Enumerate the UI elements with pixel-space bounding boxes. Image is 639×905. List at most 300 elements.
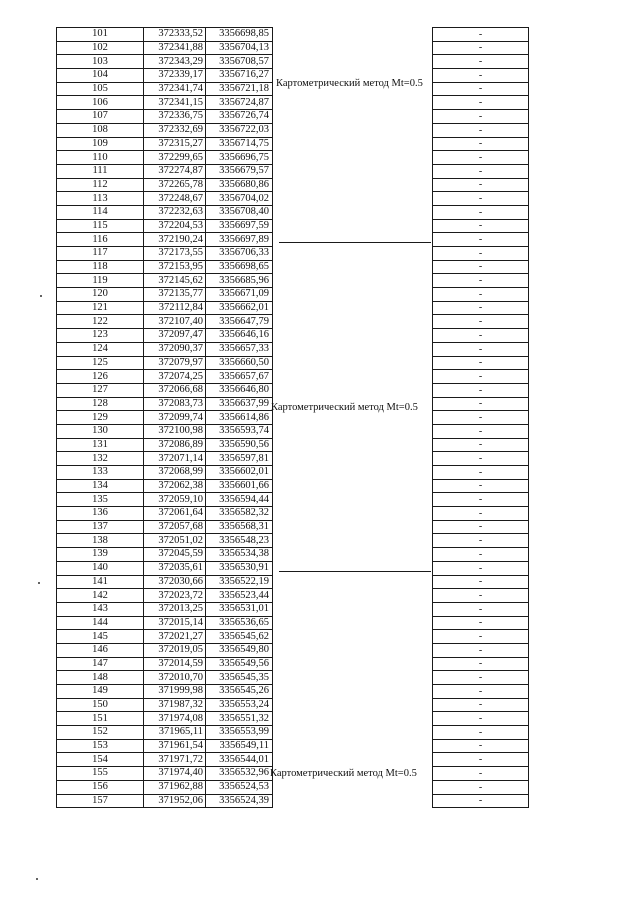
accuracy-dash-cell: - bbox=[433, 315, 529, 329]
table-row bbox=[433, 671, 529, 685]
x-coordinate-cell: 372100,98 bbox=[144, 424, 206, 438]
accuracy-dash-cell: - bbox=[433, 602, 529, 616]
table-row bbox=[57, 671, 273, 685]
x-coordinate-cell: 372059,10 bbox=[144, 493, 206, 507]
table-row bbox=[57, 411, 273, 425]
table-row bbox=[433, 794, 529, 808]
table-row bbox=[433, 424, 529, 438]
table-row bbox=[57, 438, 273, 452]
table-row bbox=[433, 137, 529, 151]
table-row bbox=[57, 356, 273, 370]
table-row bbox=[57, 329, 273, 343]
table-row bbox=[57, 28, 273, 42]
accuracy-dash-cell: - bbox=[433, 260, 529, 274]
y-coordinate-cell: 3356657,67 bbox=[206, 370, 273, 384]
table-row bbox=[433, 260, 529, 274]
y-coordinate-cell: 3356647,79 bbox=[206, 315, 273, 329]
accuracy-dash-cell: - bbox=[433, 493, 529, 507]
point-number-cell: 110 bbox=[57, 151, 144, 165]
point-number-cell: 145 bbox=[57, 630, 144, 644]
accuracy-dash-cell: - bbox=[433, 370, 529, 384]
table-row bbox=[57, 602, 273, 616]
x-coordinate-cell: 371962,88 bbox=[144, 780, 206, 794]
x-coordinate-cell: 372336,75 bbox=[144, 110, 206, 124]
x-coordinate-cell: 371952,06 bbox=[144, 794, 206, 808]
accuracy-dash-cell: - bbox=[433, 247, 529, 261]
accuracy-dash-cell: - bbox=[433, 479, 529, 493]
section-divider-1 bbox=[279, 242, 431, 243]
table-row bbox=[433, 219, 529, 233]
table-row bbox=[433, 466, 529, 480]
accuracy-dash-cell: - bbox=[433, 219, 529, 233]
point-number-cell: 143 bbox=[57, 602, 144, 616]
accuracy-dash-cell: - bbox=[433, 780, 529, 794]
y-coordinate-cell: 3356594,44 bbox=[206, 493, 273, 507]
scan-speck bbox=[36, 878, 38, 880]
point-number-cell: 109 bbox=[57, 137, 144, 151]
table-row bbox=[433, 575, 529, 589]
table-row bbox=[57, 780, 273, 794]
x-coordinate-cell: 372341,15 bbox=[144, 96, 206, 110]
accuracy-dash-cell: - bbox=[433, 630, 529, 644]
table-row bbox=[433, 69, 529, 83]
table-row bbox=[57, 507, 273, 521]
y-coordinate-cell: 3356548,23 bbox=[206, 534, 273, 548]
x-coordinate-cell: 372274,87 bbox=[144, 164, 206, 178]
accuracy-dash-cell: - bbox=[433, 28, 529, 42]
point-number-cell: 148 bbox=[57, 671, 144, 685]
table-row bbox=[57, 137, 273, 151]
y-coordinate-cell: 3356708,57 bbox=[206, 55, 273, 69]
table-row bbox=[433, 657, 529, 671]
point-number-cell: 156 bbox=[57, 780, 144, 794]
table-row bbox=[57, 520, 273, 534]
accuracy-dash-cell: - bbox=[433, 452, 529, 466]
table-row bbox=[57, 247, 273, 261]
table-row bbox=[433, 602, 529, 616]
point-number-cell: 121 bbox=[57, 301, 144, 315]
table-row bbox=[433, 438, 529, 452]
accuracy-dash-cell: - bbox=[433, 192, 529, 206]
x-coordinate-cell: 372173,55 bbox=[144, 247, 206, 261]
y-coordinate-cell: 3356582,32 bbox=[206, 507, 273, 521]
x-coordinate-cell: 372023,72 bbox=[144, 589, 206, 603]
point-number-cell: 111 bbox=[57, 164, 144, 178]
accuracy-dash-cell: - bbox=[433, 342, 529, 356]
table-row bbox=[57, 315, 273, 329]
point-number-cell: 135 bbox=[57, 493, 144, 507]
table-row bbox=[57, 397, 273, 411]
y-coordinate-cell: 3356568,31 bbox=[206, 520, 273, 534]
section-divider-2 bbox=[279, 571, 431, 572]
table-row bbox=[57, 534, 273, 548]
y-coordinate-cell: 3356662,01 bbox=[206, 301, 273, 315]
table-row bbox=[57, 657, 273, 671]
table-row bbox=[57, 643, 273, 657]
x-coordinate-cell: 372066,68 bbox=[144, 383, 206, 397]
x-coordinate-cell: 371965,11 bbox=[144, 726, 206, 740]
table-row bbox=[57, 41, 273, 55]
table-row bbox=[57, 110, 273, 124]
table-row bbox=[433, 370, 529, 384]
x-coordinate-cell: 372339,17 bbox=[144, 69, 206, 83]
y-coordinate-cell: 3356549,80 bbox=[206, 643, 273, 657]
accuracy-dash-cell: - bbox=[433, 424, 529, 438]
table-row bbox=[433, 397, 529, 411]
point-number-cell: 138 bbox=[57, 534, 144, 548]
table-row bbox=[57, 69, 273, 83]
point-number-cell: 103 bbox=[57, 55, 144, 69]
point-number-cell: 123 bbox=[57, 329, 144, 343]
method-label-2: Картометрический метод Mt=0.5 bbox=[271, 402, 418, 413]
accuracy-dash-cell: - bbox=[433, 41, 529, 55]
y-coordinate-cell: 3356660,50 bbox=[206, 356, 273, 370]
table-row bbox=[57, 260, 273, 274]
point-number-cell: 107 bbox=[57, 110, 144, 124]
y-coordinate-cell: 3356637,99 bbox=[206, 397, 273, 411]
table-row bbox=[433, 164, 529, 178]
y-coordinate-cell: 3356593,74 bbox=[206, 424, 273, 438]
y-coordinate-cell: 3356597,81 bbox=[206, 452, 273, 466]
point-number-cell: 153 bbox=[57, 739, 144, 753]
y-coordinate-cell: 3356716,27 bbox=[206, 69, 273, 83]
x-coordinate-cell: 371974,08 bbox=[144, 712, 206, 726]
x-coordinate-cell: 372333,52 bbox=[144, 28, 206, 42]
coordinates-table bbox=[56, 27, 273, 808]
point-number-cell: 137 bbox=[57, 520, 144, 534]
table-row bbox=[433, 520, 529, 534]
accuracy-dash-cell: - bbox=[433, 589, 529, 603]
accuracy-dash-cell: - bbox=[433, 767, 529, 781]
y-coordinate-cell: 3356553,99 bbox=[206, 726, 273, 740]
point-number-cell: 132 bbox=[57, 452, 144, 466]
x-coordinate-cell: 372013,25 bbox=[144, 602, 206, 616]
y-coordinate-cell: 3356523,44 bbox=[206, 589, 273, 603]
table-row bbox=[57, 739, 273, 753]
table-row bbox=[433, 301, 529, 315]
table-row bbox=[57, 55, 273, 69]
x-coordinate-cell: 372315,27 bbox=[144, 137, 206, 151]
accuracy-dash-cell: - bbox=[433, 55, 529, 69]
point-number-cell: 114 bbox=[57, 205, 144, 219]
method-label-1: Картометрический метод Mt=0.5 bbox=[276, 78, 423, 89]
table-row bbox=[57, 698, 273, 712]
y-coordinate-cell: 3356698,85 bbox=[206, 28, 273, 42]
point-number-cell: 104 bbox=[57, 69, 144, 83]
accuracy-dash-cell: - bbox=[433, 123, 529, 137]
table-row bbox=[433, 780, 529, 794]
y-coordinate-cell: 3356553,24 bbox=[206, 698, 273, 712]
table-row bbox=[433, 411, 529, 425]
point-number-cell: 105 bbox=[57, 82, 144, 96]
x-coordinate-cell: 372019,05 bbox=[144, 643, 206, 657]
point-number-cell: 125 bbox=[57, 356, 144, 370]
table-row bbox=[433, 726, 529, 740]
y-coordinate-cell: 3356614,86 bbox=[206, 411, 273, 425]
y-coordinate-cell: 3356671,09 bbox=[206, 288, 273, 302]
y-coordinate-cell: 3356679,57 bbox=[206, 164, 273, 178]
x-coordinate-cell: 372248,67 bbox=[144, 192, 206, 206]
table-row bbox=[433, 151, 529, 165]
table-row bbox=[433, 534, 529, 548]
table-row bbox=[57, 301, 273, 315]
y-coordinate-cell: 3356722,03 bbox=[206, 123, 273, 137]
accuracy-dash-cell: - bbox=[433, 712, 529, 726]
y-coordinate-cell: 3356522,19 bbox=[206, 575, 273, 589]
y-coordinate-cell: 3356549,11 bbox=[206, 739, 273, 753]
table-row bbox=[433, 28, 529, 42]
table-row bbox=[57, 82, 273, 96]
y-coordinate-cell: 3356534,38 bbox=[206, 548, 273, 562]
x-coordinate-cell: 372061,64 bbox=[144, 507, 206, 521]
accuracy-dash-cell: - bbox=[433, 548, 529, 562]
accuracy-dash-cell: - bbox=[433, 466, 529, 480]
table-row bbox=[433, 767, 529, 781]
point-number-cell: 128 bbox=[57, 397, 144, 411]
x-coordinate-cell: 372204,53 bbox=[144, 219, 206, 233]
x-coordinate-cell: 372079,97 bbox=[144, 356, 206, 370]
table-row bbox=[433, 356, 529, 370]
x-coordinate-cell: 372145,62 bbox=[144, 274, 206, 288]
table-row bbox=[433, 479, 529, 493]
point-number-cell: 122 bbox=[57, 315, 144, 329]
table-row bbox=[433, 616, 529, 630]
accuracy-dash-cell: - bbox=[433, 753, 529, 767]
accuracy-dash-cell: - bbox=[433, 575, 529, 589]
table-row bbox=[57, 342, 273, 356]
table-row bbox=[433, 383, 529, 397]
table-row bbox=[57, 466, 273, 480]
table-row bbox=[433, 630, 529, 644]
accuracy-dash-cell: - bbox=[433, 151, 529, 165]
accuracy-dash-cell: - bbox=[433, 616, 529, 630]
table-row bbox=[57, 96, 273, 110]
table-row bbox=[433, 192, 529, 206]
point-number-cell: 106 bbox=[57, 96, 144, 110]
point-number-cell: 144 bbox=[57, 616, 144, 630]
x-coordinate-cell: 372090,37 bbox=[144, 342, 206, 356]
x-coordinate-cell: 372232,63 bbox=[144, 205, 206, 219]
table-row bbox=[57, 123, 273, 137]
y-coordinate-cell: 3356704,13 bbox=[206, 41, 273, 55]
table-row bbox=[57, 630, 273, 644]
accuracy-dash-cell: - bbox=[433, 561, 529, 575]
accuracy-dash-cell: - bbox=[433, 82, 529, 96]
point-number-cell: 126 bbox=[57, 370, 144, 384]
table-row bbox=[57, 164, 273, 178]
accuracy-dash-cell: - bbox=[433, 137, 529, 151]
x-coordinate-cell: 371974,40 bbox=[144, 767, 206, 781]
accuracy-dash-cell: - bbox=[433, 110, 529, 124]
accuracy-dash-cell: - bbox=[433, 794, 529, 808]
table-row bbox=[433, 178, 529, 192]
accuracy-dash-cell: - bbox=[433, 438, 529, 452]
accuracy-dash-cell: - bbox=[433, 329, 529, 343]
point-number-cell: 141 bbox=[57, 575, 144, 589]
x-coordinate-cell: 372030,66 bbox=[144, 575, 206, 589]
x-coordinate-cell: 372153,95 bbox=[144, 260, 206, 274]
y-coordinate-cell: 3356698,65 bbox=[206, 260, 273, 274]
table-row bbox=[57, 233, 273, 247]
point-number-cell: 101 bbox=[57, 28, 144, 42]
accuracy-dash-cell: - bbox=[433, 698, 529, 712]
table-row bbox=[433, 315, 529, 329]
x-coordinate-cell: 372010,70 bbox=[144, 671, 206, 685]
table-row bbox=[57, 616, 273, 630]
table-row bbox=[433, 739, 529, 753]
point-number-cell: 139 bbox=[57, 548, 144, 562]
point-number-cell: 112 bbox=[57, 178, 144, 192]
point-number-cell: 118 bbox=[57, 260, 144, 274]
y-coordinate-cell: 3356551,32 bbox=[206, 712, 273, 726]
y-coordinate-cell: 3356724,87 bbox=[206, 96, 273, 110]
point-number-cell: 149 bbox=[57, 685, 144, 699]
x-coordinate-cell: 372074,25 bbox=[144, 370, 206, 384]
point-number-cell: 116 bbox=[57, 233, 144, 247]
table-row bbox=[57, 383, 273, 397]
table-row bbox=[57, 767, 273, 781]
accuracy-dash-cell: - bbox=[433, 726, 529, 740]
x-coordinate-cell: 372265,78 bbox=[144, 178, 206, 192]
x-coordinate-cell: 372035,61 bbox=[144, 561, 206, 575]
table-row bbox=[57, 561, 273, 575]
table-row bbox=[433, 247, 529, 261]
y-coordinate-cell: 3356657,33 bbox=[206, 342, 273, 356]
y-coordinate-cell: 3356601,66 bbox=[206, 479, 273, 493]
table-row bbox=[57, 794, 273, 808]
y-coordinate-cell: 3356704,02 bbox=[206, 192, 273, 206]
x-coordinate-cell: 372068,99 bbox=[144, 466, 206, 480]
y-coordinate-cell: 3356590,56 bbox=[206, 438, 273, 452]
table-row bbox=[433, 561, 529, 575]
table-row bbox=[433, 55, 529, 69]
x-coordinate-cell: 372099,74 bbox=[144, 411, 206, 425]
y-coordinate-cell: 3356532,96 bbox=[206, 767, 273, 781]
table-row bbox=[433, 329, 529, 343]
y-coordinate-cell: 3356680,86 bbox=[206, 178, 273, 192]
table-row bbox=[433, 548, 529, 562]
table-row bbox=[433, 205, 529, 219]
y-coordinate-cell: 3356524,39 bbox=[206, 794, 273, 808]
table-row bbox=[433, 274, 529, 288]
point-number-cell: 131 bbox=[57, 438, 144, 452]
scan-speck bbox=[38, 582, 40, 584]
point-number-cell: 129 bbox=[57, 411, 144, 425]
point-number-cell: 130 bbox=[57, 424, 144, 438]
table-row bbox=[433, 96, 529, 110]
table-row bbox=[433, 589, 529, 603]
table-row bbox=[57, 192, 273, 206]
y-coordinate-cell: 3356714,75 bbox=[206, 137, 273, 151]
x-coordinate-cell: 372190,24 bbox=[144, 233, 206, 247]
x-coordinate-cell: 372343,29 bbox=[144, 55, 206, 69]
accuracy-dash-cell: - bbox=[433, 301, 529, 315]
y-coordinate-cell: 3356697,89 bbox=[206, 233, 273, 247]
x-coordinate-cell: 371961,54 bbox=[144, 739, 206, 753]
table-row bbox=[433, 507, 529, 521]
accuracy-dash-cell: - bbox=[433, 520, 529, 534]
table-row bbox=[57, 575, 273, 589]
accuracy-dash-cell: - bbox=[433, 534, 529, 548]
x-coordinate-cell: 372021,27 bbox=[144, 630, 206, 644]
y-coordinate-cell: 3356696,75 bbox=[206, 151, 273, 165]
accuracy-dash-cell: - bbox=[433, 397, 529, 411]
accuracy-dash-cell: - bbox=[433, 164, 529, 178]
x-coordinate-cell: 372097,47 bbox=[144, 329, 206, 343]
table-row bbox=[433, 452, 529, 466]
table-row bbox=[433, 493, 529, 507]
point-number-cell: 146 bbox=[57, 643, 144, 657]
point-number-cell: 152 bbox=[57, 726, 144, 740]
table-row bbox=[57, 479, 273, 493]
y-coordinate-cell: 3356530,91 bbox=[206, 561, 273, 575]
y-coordinate-cell: 3356708,40 bbox=[206, 205, 273, 219]
table-row bbox=[57, 712, 273, 726]
table-row bbox=[57, 452, 273, 466]
point-number-cell: 124 bbox=[57, 342, 144, 356]
accuracy-dash-cell: - bbox=[433, 739, 529, 753]
table-row bbox=[57, 726, 273, 740]
table-row bbox=[57, 219, 273, 233]
y-coordinate-cell: 3356545,35 bbox=[206, 671, 273, 685]
accuracy-dash-cell: - bbox=[433, 69, 529, 83]
y-coordinate-cell: 3356697,59 bbox=[206, 219, 273, 233]
y-coordinate-cell: 3356545,26 bbox=[206, 685, 273, 699]
table-row bbox=[57, 178, 273, 192]
x-coordinate-cell: 372086,89 bbox=[144, 438, 206, 452]
accuracy-dash-cell: - bbox=[433, 411, 529, 425]
x-coordinate-cell: 372083,73 bbox=[144, 397, 206, 411]
point-number-cell: 134 bbox=[57, 479, 144, 493]
point-number-cell: 119 bbox=[57, 274, 144, 288]
y-coordinate-cell: 3356524,53 bbox=[206, 780, 273, 794]
x-coordinate-cell: 371999,98 bbox=[144, 685, 206, 699]
x-coordinate-cell: 371987,32 bbox=[144, 698, 206, 712]
table-row bbox=[57, 424, 273, 438]
y-coordinate-cell: 3356685,96 bbox=[206, 274, 273, 288]
table-row bbox=[433, 643, 529, 657]
point-number-cell: 154 bbox=[57, 753, 144, 767]
x-coordinate-cell: 372299,65 bbox=[144, 151, 206, 165]
table-row bbox=[57, 151, 273, 165]
y-coordinate-cell: 3356531,01 bbox=[206, 602, 273, 616]
table-row bbox=[433, 753, 529, 767]
table-row bbox=[57, 370, 273, 384]
point-number-cell: 155 bbox=[57, 767, 144, 781]
table-row bbox=[57, 548, 273, 562]
y-coordinate-cell: 3356549,56 bbox=[206, 657, 273, 671]
table-row bbox=[57, 493, 273, 507]
x-coordinate-cell: 372057,68 bbox=[144, 520, 206, 534]
table-row bbox=[433, 233, 529, 247]
y-coordinate-cell: 3356726,74 bbox=[206, 110, 273, 124]
y-coordinate-cell: 3356536,65 bbox=[206, 616, 273, 630]
table-row bbox=[433, 712, 529, 726]
point-number-cell: 115 bbox=[57, 219, 144, 233]
x-coordinate-cell: 372062,38 bbox=[144, 479, 206, 493]
point-number-cell: 157 bbox=[57, 794, 144, 808]
table-row bbox=[57, 288, 273, 302]
point-number-cell: 150 bbox=[57, 698, 144, 712]
accuracy-dash-cell: - bbox=[433, 288, 529, 302]
table-row bbox=[57, 205, 273, 219]
table-row bbox=[57, 589, 273, 603]
x-coordinate-cell: 372071,14 bbox=[144, 452, 206, 466]
x-coordinate-cell: 371971,72 bbox=[144, 753, 206, 767]
point-number-cell: 147 bbox=[57, 657, 144, 671]
scan-speck bbox=[40, 295, 42, 297]
point-number-cell: 133 bbox=[57, 466, 144, 480]
